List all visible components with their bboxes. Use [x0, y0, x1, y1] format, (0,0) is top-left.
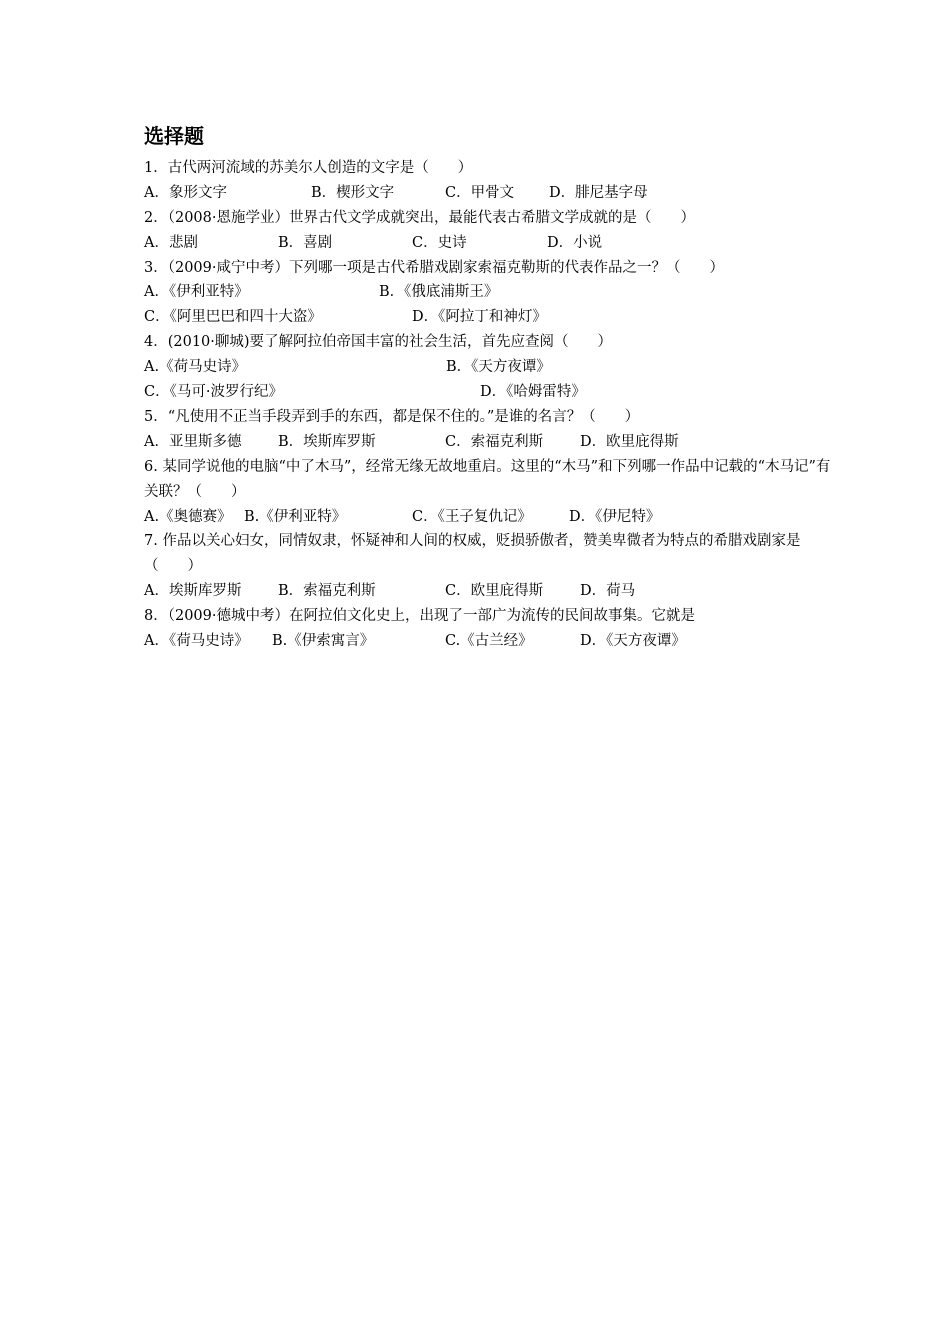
q6-option-c: C．《王子复仇记》 — [412, 508, 532, 525]
q2-option-a: A．悲剧 — [144, 234, 198, 251]
q3-option-a: A．《伊利亚特》 — [144, 284, 249, 301]
q4-option-a: A.《荷马史诗》 — [144, 359, 247, 376]
question-4-options-cd — [144, 380, 844, 405]
question-2-stem: 2．（2008·恩施学业）世界古代文学成就突出，最能代表古希腊文学成就的是（ ） — [144, 209, 695, 226]
q2-option-c: C．史诗 — [412, 234, 467, 251]
q1-option-b: B．楔形文字 — [311, 184, 395, 201]
q4-option-d: D．《哈姆雷特》 — [480, 384, 586, 401]
question-4-options-ab — [144, 355, 844, 380]
question-6-options — [144, 505, 844, 530]
question-3-options-cd — [144, 305, 844, 330]
q2-option-b: B．喜剧 — [278, 234, 333, 251]
q4-option-c: C．《马可·波罗行纪》 — [144, 384, 283, 401]
q8-option-a: A．《荷马史诗》 — [144, 632, 249, 649]
section-title: 选择题 — [144, 124, 204, 148]
q4-option-b: B．《天方夜谭》 — [446, 359, 551, 376]
q1-option-d: D．腓尼基字母 — [549, 184, 648, 201]
q2-option-d: D．小说 — [547, 234, 603, 251]
q7-option-c: C．欧里庇得斯 — [445, 583, 544, 600]
question-1-stem: 1．古代两河流域的苏美尔人创造的文字是（ ） — [144, 160, 473, 176]
q7-option-b: B．索福克利斯 — [278, 583, 376, 600]
q8-option-b: B.《伊索寓言》 — [272, 632, 375, 649]
question-1-options — [144, 181, 844, 206]
question-4-stem: 4．(2010·聊城)要了解阿拉伯帝国丰富的社会生活，首先应查阅（ ） — [144, 334, 613, 351]
question-3-stem: 3．（2009·咸宁中考）下列哪一项是古代希腊戏剧家索福克勒斯的代表作品之一？（ ） — [144, 259, 724, 276]
q7-option-d: D．荷马 — [580, 583, 636, 600]
q8-option-d: D．《天方夜谭》 — [580, 632, 686, 649]
question-5-options — [144, 430, 844, 455]
q1-option-a: A．象形文字 — [144, 184, 227, 201]
question-2-options — [144, 231, 844, 256]
q1-option-c: C．甲骨文 — [445, 184, 515, 201]
question-6-stem: 6. 某同学说他的电脑“中了木马”，经常无缘无故地重启。这里的“木马”和下列哪一作品中记载的“木马记”有关联？（ ） — [144, 458, 831, 500]
q7-option-a: A．埃斯库罗斯 — [144, 583, 242, 600]
q3-option-d: D．《阿拉丁和神灯》 — [412, 309, 547, 326]
q3-option-b: B．《俄底浦斯王》 — [379, 284, 499, 301]
q5-option-a: A．亚里斯多德 — [144, 433, 242, 450]
question-5-stem: 5．“凡使用不正当手段弄到手的东西，都是保不住的。”是谁的名言？（ ） — [144, 408, 640, 425]
q5-option-d: D．欧里庇得斯 — [580, 433, 679, 450]
question-8-options — [144, 629, 844, 654]
q6-option-a: A.《奥德赛》 — [144, 508, 232, 525]
q3-option-c: C．《阿里巴巴和四十大盗》 — [144, 309, 322, 326]
document-page — [144, 122, 844, 654]
q6-option-b: B.《伊利亚特》 — [244, 508, 347, 525]
q6-option-d: D．《伊尼特》 — [569, 508, 661, 525]
q8-option-c: C.《古兰经》 — [445, 632, 533, 649]
q5-option-c: C．索福克利斯 — [445, 433, 544, 450]
q5-option-b: B．埃斯库罗斯 — [278, 433, 376, 450]
question-8-stem: 8．（2009·德城中考）在阿拉伯文化史上，出现了一部广为流传的民间故事集。它就是 — [144, 608, 695, 625]
question-7-options — [144, 579, 844, 604]
question-3-options-ab — [144, 280, 844, 305]
question-7-stem: 7. 作品以关心妇女，同情奴隶，怀疑神和人间的权威，贬损骄傲者，赞美卑微者为特点的希腊戏剧家是（ ） — [144, 533, 801, 575]
